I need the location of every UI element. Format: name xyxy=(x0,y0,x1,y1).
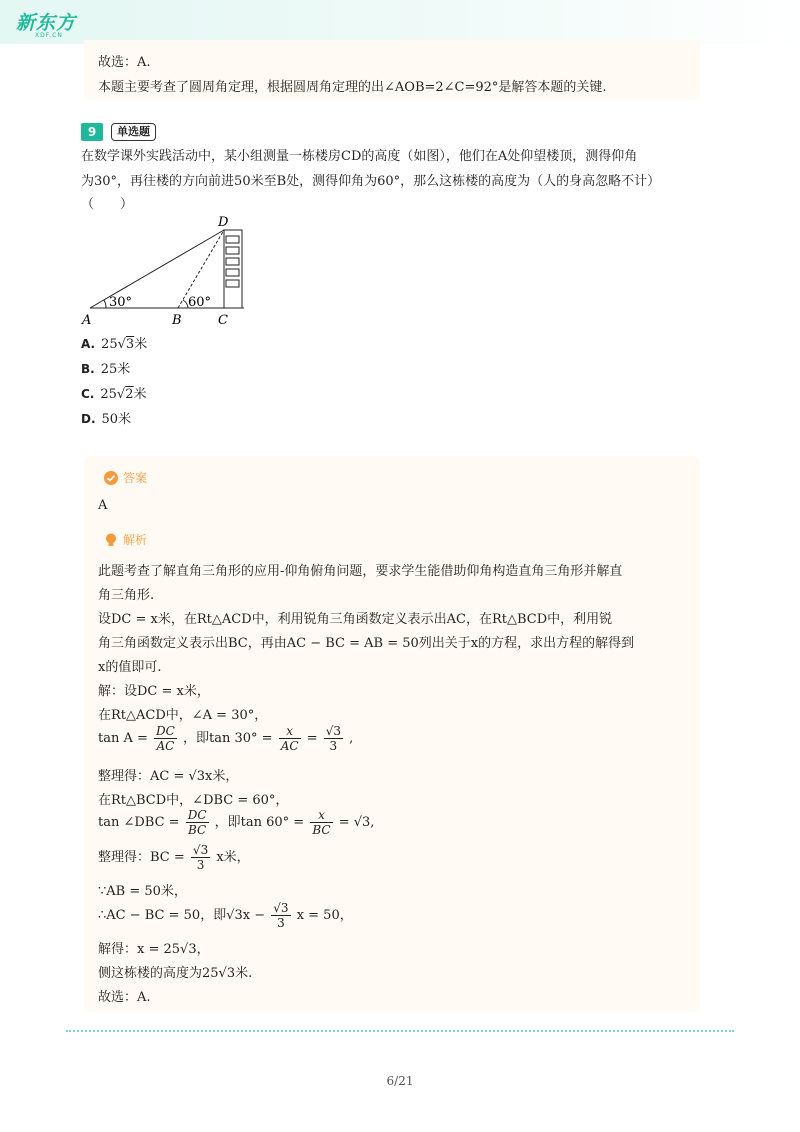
eq-text: = xyxy=(306,731,318,746)
option-text: 25 xyxy=(101,337,118,352)
previous-solution-box xyxy=(84,40,700,100)
geometry-figure xyxy=(78,212,258,328)
question-stem: （ ） xyxy=(81,197,134,212)
option-letter: D. xyxy=(81,412,96,426)
building-window xyxy=(226,280,239,287)
analysis-line: x的值即可. xyxy=(98,660,162,675)
option-letter: A. xyxy=(81,337,96,351)
analysis-line: 设DC = x米，在Rt△ACD中，利用锐角三角函数定义表示出AC，在Rt△BCD中，利用锐 xyxy=(98,612,613,627)
angle-A-label: 30° xyxy=(109,295,133,310)
building-window xyxy=(226,236,239,243)
analysis-line: 故选：A. xyxy=(98,990,151,1005)
question-type-badge: 单选题 xyxy=(111,123,156,141)
fraction: $\frac{√3}{3}$ xyxy=(192,843,209,872)
analysis-line: 解：设DC = x米， xyxy=(98,684,210,699)
lightbulb-icon xyxy=(103,532,119,548)
building-window xyxy=(226,258,239,265)
logo-subtext: XDF.CN xyxy=(35,32,63,39)
analysis-line: 在Rt△BCD中，∠DBC = 60°， xyxy=(98,793,289,808)
option-radicand: 2 xyxy=(125,387,134,402)
analysis-equation xyxy=(98,808,374,837)
point-B-label: B xyxy=(172,313,182,328)
analysis-line: 在Rt△ACD中，∠A = 30°， xyxy=(98,708,268,723)
header-band xyxy=(0,0,800,44)
analysis-equation xyxy=(98,724,353,753)
analysis-equation xyxy=(98,901,353,930)
dotted-divider xyxy=(66,1030,734,1032)
fraction: $\frac{x}{BC}$ xyxy=(312,808,331,837)
eq-text: ，即tan 30° = xyxy=(183,731,273,746)
option-text: 25 xyxy=(100,387,117,402)
point-C-label: C xyxy=(218,313,228,328)
question-number: 9 xyxy=(81,123,103,141)
analysis-line: 此题考查了解直角三角形的应用-仰角俯角问题，要求学生能借助仰角构造直角三角形并解直 xyxy=(98,564,623,579)
eq-text: ∴AC − BC = 50，即√3x − xyxy=(98,908,266,923)
eq-text: x米， xyxy=(216,850,250,865)
analysis-equation xyxy=(98,843,250,872)
fraction: $\frac{DC}{BC}$ xyxy=(187,808,207,837)
question-stem: 在数学课外实践活动中，某小组测量一栋楼房CD的高度（如图），他们在A处仰望楼顶，测得仰角 xyxy=(81,149,638,164)
option-b[interactable] xyxy=(81,358,130,377)
angle-arc-A xyxy=(104,300,106,308)
analysis-line: 角三角形. xyxy=(98,588,155,603)
check-badge-icon xyxy=(103,470,119,486)
answer-value: A xyxy=(98,498,108,513)
analysis-line: 解得：x = 25√3， xyxy=(98,942,210,957)
option-unit: 米 xyxy=(133,387,147,402)
eq-text: , xyxy=(349,731,354,746)
option-text: 50米 xyxy=(101,412,132,427)
previous-line: 本题主要考查了圆周角定理，根据圆周角定理的出∠AOB=2∠C=92°是解答本题的关键. xyxy=(98,80,607,95)
option-text: 25米 xyxy=(100,362,131,377)
analysis-line: 侧这栋楼的高度为25√3米. xyxy=(98,966,253,981)
fraction: $\frac{√3}{3}$ xyxy=(325,724,342,753)
option-letter: C. xyxy=(81,387,95,401)
option-d[interactable] xyxy=(81,408,131,427)
eq-text: x = 50， xyxy=(296,908,353,923)
angle-B-label: 60° xyxy=(188,295,212,310)
option-unit: 米 xyxy=(134,337,148,352)
point-A-label: A xyxy=(82,313,92,328)
fraction: $\frac{x}{AC}$ xyxy=(280,724,299,753)
option-letter: B. xyxy=(81,362,95,376)
option-radicand: 3 xyxy=(125,337,135,352)
answer-label: 答案 xyxy=(123,471,148,485)
option-a[interactable]: A. 25√3米 xyxy=(81,337,148,352)
eq-text: 整理得：BC = xyxy=(98,850,185,865)
point-D-label: D xyxy=(218,215,229,230)
building-window xyxy=(226,247,239,254)
eq-text: = √3, xyxy=(338,815,375,830)
brand-logo xyxy=(16,8,78,40)
analysis-line: 角三角函数定义表示出BC，再由AC − BC = AB = 50列出关于x的方程，求出方程的解得到 xyxy=(98,636,635,651)
building-window xyxy=(226,269,239,276)
analysis-label: 解析 xyxy=(123,533,148,547)
eq-text: ，即tan 60° = xyxy=(214,815,305,830)
fraction: $\frac{DC}{AC}$ xyxy=(156,724,175,753)
page-number: 6/21 xyxy=(386,1074,414,1088)
option-c[interactable]: C. 25√2米 xyxy=(81,387,147,402)
fraction: $\frac{√3}{3}$ xyxy=(273,901,289,930)
analysis-line: 整理得：AC = √3x米， xyxy=(98,769,239,784)
previous-line: 故选：A. xyxy=(98,55,151,70)
analysis-line: ∵AB = 50米， xyxy=(98,884,187,899)
logo-text: 新东方 xyxy=(16,12,77,34)
question-stem: 为30°，再往楼的方向前进50米至B处，测得仰角为60°，那么这栋楼的高度为（人的身高忽略不计） xyxy=(81,174,661,189)
eq-text: tan ∠DBC = xyxy=(98,815,180,830)
eq-text: tan A = xyxy=(98,731,148,746)
answer-analysis-box xyxy=(84,456,700,1012)
